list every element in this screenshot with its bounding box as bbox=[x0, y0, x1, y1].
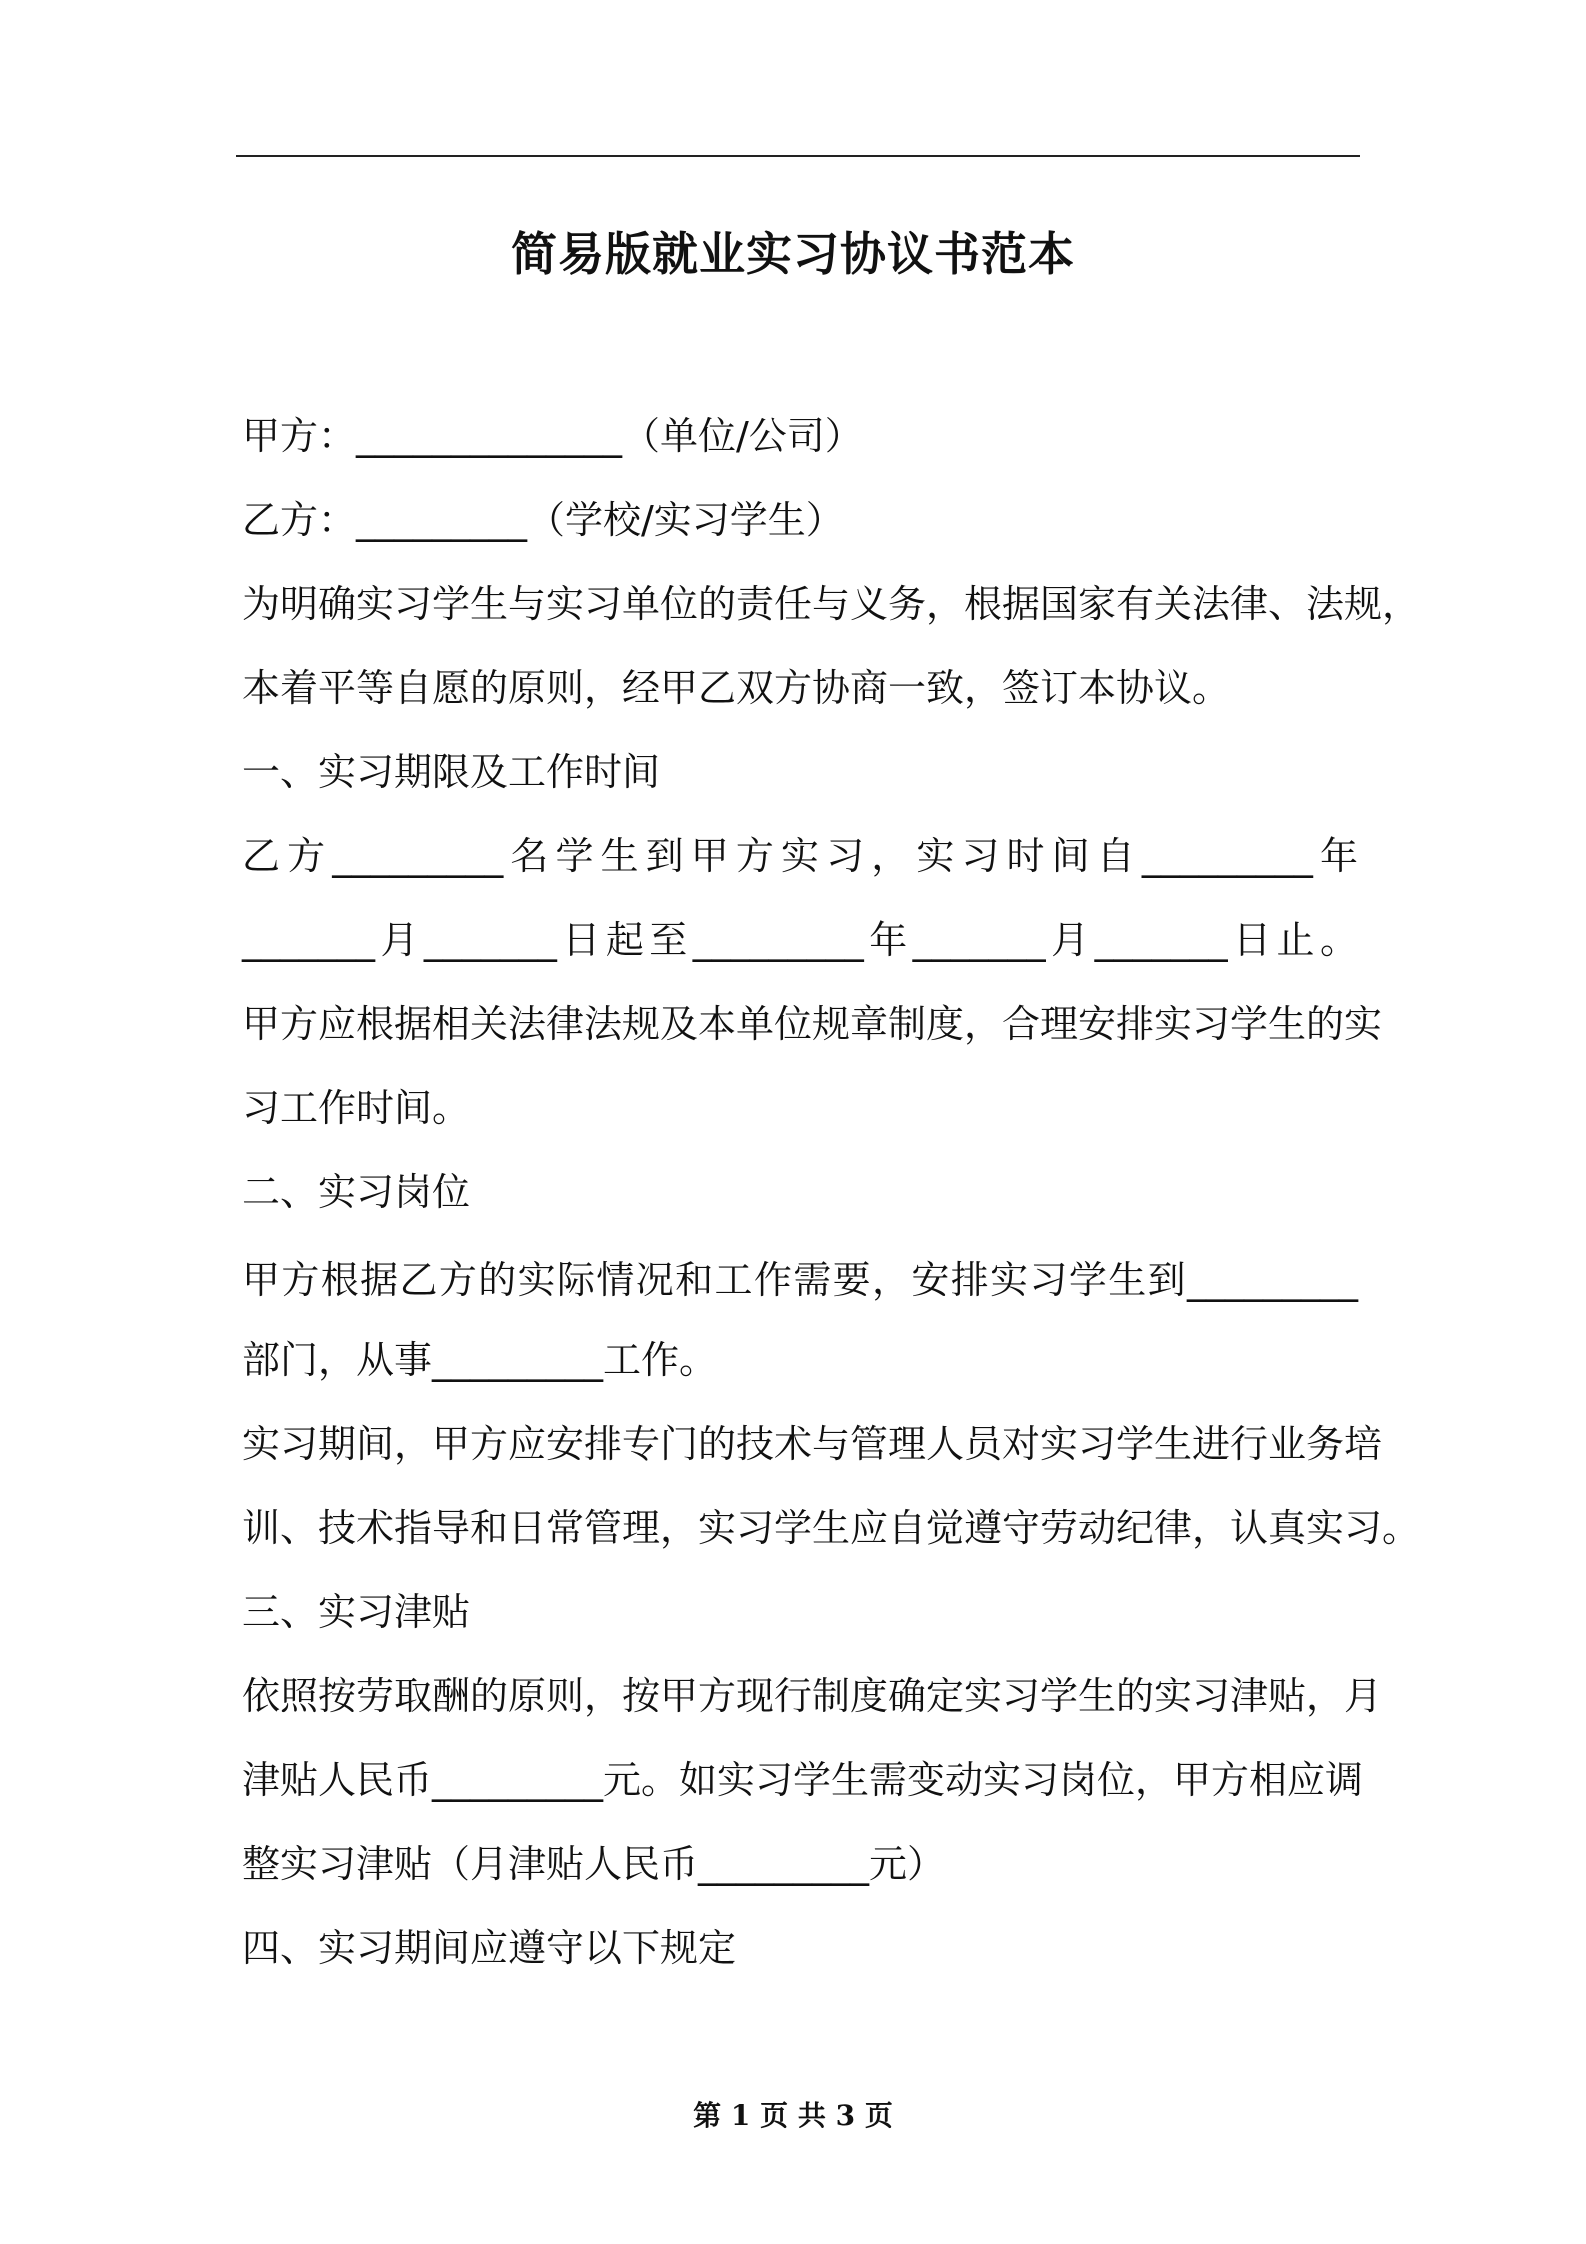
section-2-line-1: 甲方根据乙方的实际情况和工作需要，安排实习学生到_________ bbox=[242, 1258, 1358, 1302]
section-1-line-4: 习工作时间。 bbox=[242, 1086, 471, 1130]
section-2-line-2: 部门，从事_________工作。 bbox=[242, 1338, 718, 1382]
section-3-line-2: 津贴人民币_________元。如实习学生需变动实习岗位，甲方相应调 bbox=[242, 1758, 1364, 1802]
section-2-line-4: 训、技术指导和日常管理，实习学生应自觉遵守劳动纪律，认真实习。 bbox=[242, 1506, 1421, 1550]
section-3-heading: 三、实习津贴 bbox=[242, 1590, 471, 1634]
section-1-line-2: _______月_______日起至_________年_______月_______日止。 bbox=[242, 918, 1358, 962]
page-footer: 第 1 页 共 3 页 bbox=[693, 2099, 893, 2132]
preamble-line-1: 为明确实习学生与实习单位的责任与义务，根据国家有关法律、法规， bbox=[242, 582, 1421, 626]
party-b-line: 乙方：_________（学校/实习学生） bbox=[242, 498, 844, 542]
section-3-line-1: 依照按劳取酬的原则，按甲方现行制度确定实习学生的实习津贴，月 bbox=[242, 1674, 1383, 1718]
section-2-line-3: 实习期间，甲方应安排专门的技术与管理人员对实习学生进行业务培 bbox=[242, 1422, 1383, 1466]
header-rule bbox=[236, 155, 1360, 157]
section-1-heading: 一、实习期限及工作时间 bbox=[242, 750, 661, 794]
section-1-line-3: 甲方应根据相关法律法规及本单位规章制度，合理安排实习学生的实 bbox=[242, 1002, 1383, 1046]
section-3-line-3: 整实习津贴（月津贴人民币_________元） bbox=[242, 1842, 946, 1886]
party-a-line: 甲方：______________（单位/公司） bbox=[242, 414, 863, 458]
document-title: 简易版就业实习协议书范本 bbox=[511, 227, 1075, 281]
section-1-line-1: 乙方_________名学生到甲方实习，实习时间自_________年 bbox=[242, 834, 1358, 878]
preamble-line-2: 本着平等自愿的原则，经甲乙双方协商一致，签订本协议。 bbox=[242, 666, 1231, 710]
section-2-heading: 二、实习岗位 bbox=[242, 1170, 471, 1214]
section-4-heading: 四、实习期间应遵守以下规定 bbox=[242, 1926, 737, 1970]
